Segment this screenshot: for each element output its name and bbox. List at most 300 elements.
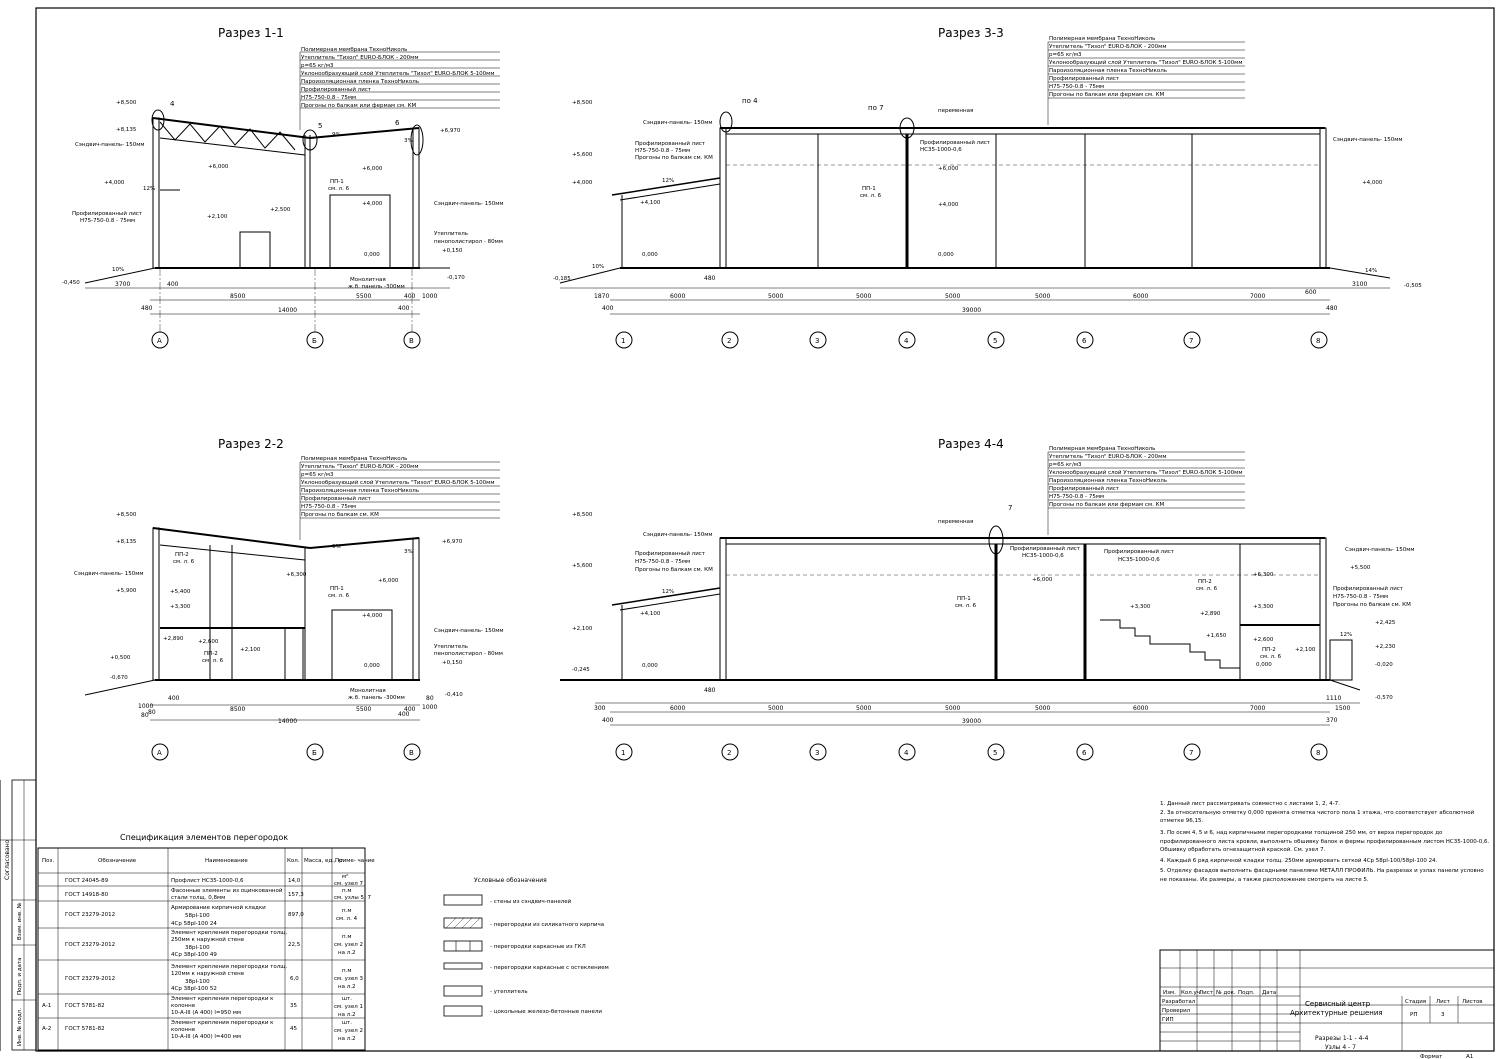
- dim-value: 6000: [1133, 293, 1149, 300]
- elevation-mark: 0,000: [364, 663, 380, 669]
- spec-header: Наименование: [205, 858, 248, 864]
- axis-label: 2: [727, 749, 732, 757]
- axis-label: Б: [312, 749, 317, 757]
- opening: [240, 232, 270, 268]
- legend-item: - цокольные железо-бетонные панели: [490, 1009, 602, 1015]
- spec-qty: 35: [290, 1003, 297, 1009]
- spec-note: на л.2: [338, 984, 356, 990]
- note-line: 2. За относительную отметку 0,000 принята отметка чистого пола 1 этажа, что соответствует абсолютной: [1160, 810, 1475, 816]
- dim-value: 6000: [670, 293, 686, 300]
- annotation: Н75-750-0.8 - 75мм: [635, 148, 691, 154]
- layer-text: р=65 кг/м3: [1049, 462, 1082, 468]
- elevation-mark: +2,600: [1253, 637, 1274, 643]
- layer-text: р=65 кг/м3: [1049, 52, 1082, 58]
- spec-name: 4Ср 38рI-100 49: [171, 952, 217, 958]
- ground-line: [85, 680, 155, 695]
- spec-pos: А-1: [42, 1003, 52, 1009]
- slope-mark: 14%: [1365, 268, 1378, 274]
- layer-text: Профилированный лист: [1049, 486, 1120, 492]
- elevation-mark: -0,170: [447, 275, 465, 281]
- note-line: отметке 96,15.: [1160, 818, 1204, 824]
- dim-value: 7000: [1250, 705, 1266, 712]
- annotation: Монолитная: [350, 688, 386, 694]
- elevation-mark: +5,500: [1350, 565, 1371, 571]
- spec-qty: 22,5: [288, 942, 301, 948]
- sheet-frame: [36, 8, 1494, 1051]
- layer-text: Полимерная мембрана ТехноНиколь: [301, 456, 408, 462]
- axis-label: 5: [993, 749, 998, 757]
- annotation: Профилированный лист: [72, 211, 143, 217]
- dim-value: 1500: [1335, 705, 1351, 712]
- annotation: переменная: [938, 519, 974, 525]
- spec-note: см. л. 4: [336, 916, 358, 922]
- spec-name: колонне: [171, 1003, 196, 1009]
- dim-value: 5000: [768, 705, 784, 712]
- elevation-mark: -0,670: [110, 675, 128, 681]
- wall-right: [413, 128, 419, 268]
- dim-value: 1110: [1326, 695, 1342, 702]
- annotation: см. л. 6: [202, 658, 224, 664]
- dim-value: 8500: [230, 706, 246, 713]
- annotation: Профилированный лист: [920, 140, 991, 146]
- elevation-mark: +2,500: [270, 207, 291, 213]
- elevation-mark: +2,425: [1375, 620, 1396, 626]
- section-1-1: [62, 26, 504, 348]
- elevation-mark: -0,570: [1375, 695, 1393, 701]
- sheet-subtitle: Узлы 4 - 7: [1325, 1044, 1356, 1051]
- elevation-mark: +4,100: [640, 200, 661, 206]
- spec-name: 10-А-III (А 400) l=400 мм: [171, 1034, 242, 1040]
- spec-name: стали толщ. 0,8мм: [171, 895, 226, 901]
- annotation: см. л. 6: [1196, 586, 1218, 592]
- legend-item: - перегородки каркасные с остеклением: [490, 965, 609, 971]
- layer-text: Н75-750-0.8 - 75мм: [301, 504, 357, 510]
- dim-value: 400: [602, 717, 614, 724]
- annotation: Утеплитель: [434, 644, 468, 650]
- general-notes: [1160, 800, 1489, 883]
- layer-text: Пароизоляционная пленка ТехноНиколь: [301, 79, 419, 85]
- axis-label: 4: [904, 337, 909, 345]
- spec-header: Обозначение: [98, 858, 137, 864]
- elevation-mark: +6,000: [378, 578, 399, 584]
- dim-value: 5000: [1035, 293, 1051, 300]
- elevation-mark: +5,900: [116, 588, 137, 594]
- annotation: Профилированный лист: [1104, 549, 1175, 555]
- dim-value: 80: [148, 709, 156, 716]
- elevation-mark: +0,150: [442, 660, 463, 666]
- dim-value: 5500: [356, 293, 372, 300]
- elevation-mark: +8,135: [116, 127, 137, 133]
- elevation-mark: +3,300: [170, 604, 191, 610]
- layer-text: Прогоны по балкам или фермам см. КМ: [1049, 92, 1165, 98]
- roof-line: [310, 538, 419, 548]
- elevation-mark: +6,300: [286, 572, 307, 578]
- axis-label: 1: [621, 337, 626, 345]
- layer-table: [300, 47, 500, 130]
- slope-mark: 12%: [143, 186, 156, 192]
- side-stamp-label: Согласовано: [4, 839, 11, 880]
- spec-doc: ГОСТ 23279-2012: [65, 942, 116, 948]
- dim-value: 3100: [1352, 281, 1368, 288]
- annotation: Н75-750-0.8 - 75мм: [80, 218, 136, 224]
- annotation: Профилированный лист: [1010, 546, 1081, 552]
- porch: [1330, 640, 1352, 680]
- layer-text: Уклонообразующий слой Утеплитель "Тизол" EURO-БЛОК 5-100мм: [1049, 60, 1243, 66]
- section-title: Разрез 1-1: [218, 26, 284, 40]
- slope-mark: 10%: [112, 267, 125, 273]
- dim-value: 5000: [1035, 705, 1051, 712]
- elevation-mark: +2,890: [1200, 611, 1221, 617]
- annotation: ПП-2: [204, 651, 218, 657]
- spec-note: см. узлы 5, 7: [334, 895, 371, 901]
- annotation: ПП-1: [957, 596, 971, 602]
- side-stamp-label: Инв. № подл.: [17, 1008, 23, 1046]
- dim-value: 300: [594, 705, 606, 712]
- spec-header: Кол.: [287, 858, 300, 864]
- wall-right: [413, 538, 419, 680]
- stage-label: Стадия: [1405, 999, 1427, 1005]
- dim-value: 400: [398, 711, 410, 718]
- dim-value: 5000: [856, 293, 872, 300]
- legend-swatch-brick: [444, 918, 482, 928]
- wall: [720, 128, 726, 268]
- spec-note: см. узел 2: [334, 942, 363, 948]
- elevation-mark: +4,000: [572, 180, 593, 186]
- callout-number: 7: [1008, 504, 1013, 512]
- door: [332, 610, 392, 680]
- annotation: Прогоны по балкам см. КМ: [635, 155, 713, 161]
- elevation-mark: -0,410: [445, 692, 463, 698]
- elevation-mark: +5,600: [572, 563, 593, 569]
- project-name: Сервисный центр: [1305, 1000, 1371, 1008]
- slope-mark: 12%: [662, 178, 675, 184]
- legend-swatch-gkl: [444, 941, 482, 951]
- section-title: Разрез 4-4: [938, 437, 1004, 451]
- layer-text: Полимерная мембрана ТехноНиколь: [1049, 36, 1156, 42]
- dim-value: 14000: [278, 718, 298, 725]
- annotation: Сэндвич-панель- 150мм: [1345, 547, 1415, 553]
- sheet-value: 3: [1441, 1012, 1445, 1018]
- layer-table: [1048, 36, 1245, 125]
- layer-text: Прогоны по балкам или фермам см. КМ: [301, 103, 417, 109]
- elevation-mark: +2,100: [572, 626, 593, 632]
- spec-title: Спецификация элементов перегородок: [120, 833, 289, 842]
- elevation-mark: +4,000: [1362, 180, 1383, 186]
- elevation-mark: +4,000: [362, 613, 383, 619]
- stamp-role: Разработал: [1162, 999, 1196, 1005]
- elevation-mark: +2,100: [207, 214, 228, 220]
- legend-title: Условные обозначения: [474, 877, 547, 884]
- layer-text: Профилированный лист: [301, 496, 372, 502]
- roof-line: [310, 128, 419, 138]
- annotation: пенополистирол - 80мм: [434, 651, 503, 657]
- elevation-mark: 0,000: [364, 252, 380, 258]
- dim-value: 400: [404, 293, 416, 300]
- annotation: см. л. 6: [173, 559, 195, 565]
- dim-value: 1000: [138, 703, 154, 710]
- axis-label: А: [157, 337, 162, 345]
- elevation-mark: -0,185: [553, 276, 571, 282]
- axis-label: 8: [1316, 337, 1321, 345]
- axis-row: [616, 332, 1327, 348]
- annotation: Сэндвич-панель- 150мм: [1333, 137, 1403, 143]
- slope-mark: 3%: [404, 549, 413, 555]
- elevation-mark: +4,000: [362, 201, 383, 207]
- elevation-mark: +0,150: [442, 248, 463, 254]
- spec-name: 38рI-100: [185, 945, 210, 951]
- spec-name: колонне: [171, 1027, 196, 1033]
- annotation: Утеплитель: [434, 231, 468, 237]
- elevation-mark: +6,000: [362, 166, 383, 172]
- layer-text: Полимерная мембрана ТехноНиколь: [1049, 446, 1156, 452]
- legend-swatch-sandwich: [444, 895, 482, 905]
- slope-mark: 12%: [1340, 632, 1353, 638]
- stamp-col-label: № док.: [1216, 990, 1236, 996]
- stair: [1100, 620, 1240, 668]
- spec-name: Профлист НС35-1000-0,6: [171, 878, 244, 884]
- section-title: Разрез 3-3: [938, 26, 1004, 40]
- annotation: Сэндвич-панель- 150мм: [434, 201, 504, 207]
- spec-note: шт.: [342, 996, 352, 1002]
- elevation-mark: +0,500: [110, 655, 131, 661]
- spec-note: п.м: [342, 934, 352, 940]
- slope-mark: 9%: [332, 132, 341, 138]
- side-stamp-label: Подп. и дата: [17, 957, 23, 995]
- note-line: Обшивку обработать огнезащитной краской. См. узел 7.: [1160, 847, 1326, 853]
- project-section: Архитектурные решения: [1290, 1009, 1383, 1017]
- elevation-mark: +2,890: [163, 636, 184, 642]
- dim-value: 1000: [422, 704, 438, 711]
- note-line: 1. Данный лист рассматривать совместно с листами 1, 2, 4-7.: [1160, 801, 1340, 807]
- elevation-mark: +2,600: [198, 639, 219, 645]
- annotation: ПП-1: [330, 179, 344, 185]
- elevation-mark: +6,970: [442, 539, 463, 545]
- axis-label: В: [409, 749, 414, 757]
- annotation: Прогоны по балкам см. КМ: [635, 567, 713, 573]
- axis-label: 6: [1082, 337, 1087, 345]
- annotation: Сэндвич-панель- 150мм: [75, 142, 145, 148]
- spec-header: Приме- чание: [335, 858, 375, 864]
- spec-note: п.м: [342, 908, 352, 914]
- format-value: А1: [1466, 1054, 1474, 1059]
- stair: [285, 628, 303, 680]
- dim-value: 400: [404, 706, 416, 713]
- dim-value: 6000: [1133, 705, 1149, 712]
- spec-note: м²: [342, 874, 349, 880]
- elevation-mark: +6,000: [208, 164, 229, 170]
- spec-doc: ГОСТ 23279-2012: [65, 912, 116, 918]
- elevation-mark: +6,970: [440, 128, 461, 134]
- annotation: ПП-2: [175, 552, 189, 558]
- annotation: ПП-1: [862, 186, 876, 192]
- note-line: не показаны. Их размеры, а также расположение смотреть на листе 5.: [1160, 877, 1369, 883]
- spec-note: на л.2: [338, 1036, 356, 1042]
- annotation: НС35-1000-0,6: [1022, 553, 1064, 559]
- dim-value: 5000: [945, 705, 961, 712]
- note-line: 4. Каждый 6 ряд кирпичной кладки толщ. 250мм армировать сеткой 4Ср 58рI-100/58рI-100 24.: [1160, 858, 1438, 864]
- annotation: ж.б. панель -300мм: [348, 284, 405, 290]
- axis-label: 4: [904, 749, 909, 757]
- spec-name: 4Ср 58рI-100 24: [171, 921, 217, 927]
- wall-left: [153, 528, 159, 680]
- layer-text: Утеплитель "Тизол" EURO-БЛОК - 200мм: [1049, 44, 1167, 50]
- spec-note: см. узел 2: [334, 1028, 363, 1034]
- annotation: ПП-2: [1262, 647, 1276, 653]
- layer-text: Уклонообразующий слой Утеплитель "Тизол" EURO-БЛОК 5-100мм: [1049, 470, 1243, 476]
- stamp-role: ГИП: [1162, 1017, 1174, 1023]
- spec-note: п.м: [342, 888, 352, 894]
- axis-label: 6: [1082, 749, 1087, 757]
- annotation: Профилированный лист: [635, 551, 706, 557]
- axis-label: 7: [1189, 749, 1194, 757]
- stamp-col-label: Кол.уч.: [1181, 990, 1202, 996]
- annotation: см. л. 6: [328, 593, 350, 599]
- dim-value: 400: [167, 281, 179, 288]
- slope-mark: 3%: [404, 138, 413, 144]
- spec-name: 10-А-III (А 400) l=950 мм: [171, 1010, 242, 1016]
- layer-text: р=65 кг/м3: [301, 472, 334, 478]
- layer-text: Профилированный лист: [301, 87, 372, 93]
- layer-text: Утеплитель "Тизол" EURO-БЛОК - 200мм: [301, 464, 419, 470]
- dim-value: 80: [426, 695, 434, 702]
- spec-name: Фасонные элементы из оцинкованной: [171, 888, 283, 894]
- dim-value: 480: [704, 275, 716, 282]
- elevation-mark: -0,020: [1375, 662, 1393, 668]
- legend-swatch-glazed: [444, 963, 482, 969]
- slope-mark: 12%: [662, 589, 675, 595]
- side-stamp: [0, 780, 36, 1050]
- elevation-mark: -0,245: [572, 667, 590, 673]
- sheet-label: Лист: [1436, 999, 1450, 1005]
- section-title: Разрез 2-2: [218, 437, 284, 451]
- elevation-mark: +2,100: [240, 647, 261, 653]
- elevation-mark: +8,500: [572, 100, 593, 106]
- annotation: Монолитная: [350, 277, 386, 283]
- slope-mark: 9%: [332, 544, 341, 550]
- layer-table: [1048, 446, 1245, 535]
- spec-name: 38рI-100: [185, 979, 210, 985]
- note-line: 5. Отделку фасадов выполнить фасадными панелями МЕТАЛЛ ПРОФИЛЬ. На разрезах и узлах панели условно: [1160, 868, 1484, 874]
- dim-value: 39000: [962, 307, 982, 314]
- wall: [1320, 128, 1326, 268]
- annotation: переменная: [938, 108, 974, 114]
- spec-doc: ГОСТ 5781-82: [65, 1003, 105, 1009]
- elevation-mark: +4,100: [640, 611, 661, 617]
- annotation: Профилированный лист: [635, 141, 706, 147]
- elevation-mark: +5,400: [170, 589, 191, 595]
- roof-line: [153, 118, 310, 138]
- elevation-mark: +8,500: [116, 100, 137, 106]
- spec-note: на л.2: [338, 1012, 356, 1018]
- format-label: Формат: [1420, 1054, 1443, 1059]
- sheet-title: Разрезы 1-1 - 4-4: [1315, 1035, 1369, 1042]
- layer-text: Пароизоляционная пленка ТехноНиколь: [1049, 478, 1167, 484]
- elevation-mark: +3,300: [1253, 604, 1274, 610]
- annotation: Сэндвич-панель- 150мм: [434, 628, 504, 634]
- spec-name: Элемент крепления перегородки толщ.: [171, 930, 288, 936]
- elevation-mark: 0,000: [642, 663, 658, 669]
- spec-qty: 45: [290, 1026, 297, 1032]
- layer-text: Н75-750-0.8 - 75мм: [301, 95, 357, 101]
- annotation: НС35-1000-0,6: [920, 147, 962, 153]
- slope-mark: 10%: [592, 264, 605, 270]
- wall: [1320, 538, 1326, 680]
- section-3-3: [553, 26, 1422, 348]
- spec-name: 120мм к наружной стене: [171, 971, 245, 977]
- layer-text: Пароизоляционная пленка ТехноНиколь: [301, 488, 419, 494]
- axis-label: 3: [815, 749, 820, 757]
- spec-name: Элемент крепления перегородки толщ.: [171, 964, 288, 970]
- stamp-role: Проверил: [1162, 1008, 1191, 1014]
- spec-qty: 897,0: [288, 912, 304, 918]
- dim-value: 6000: [670, 705, 686, 712]
- layer-text: Утеплитель "Тизол" EURO-БЛОК - 200мм: [1049, 454, 1167, 460]
- axis-label: 2: [727, 337, 732, 345]
- layer-text: Н75-750-0.8 - 75мм: [1049, 494, 1105, 500]
- layer-text: Прогоны по балкам см. КМ: [301, 512, 379, 518]
- layer-text: Н75-750-0.8 - 75мм: [1049, 84, 1105, 90]
- spec-doc: ГОСТ 5781-82: [65, 1026, 105, 1032]
- elevation-mark: +1,650: [1206, 633, 1227, 639]
- annotation: ПП-1: [330, 586, 344, 592]
- axis-label: 8: [1316, 749, 1321, 757]
- title-block: [1160, 950, 1494, 1059]
- callout-number: 5: [318, 122, 323, 130]
- annotation: Сэндвич-панель- 150мм: [74, 571, 144, 577]
- stage-value: РП: [1410, 1012, 1418, 1018]
- section-2-2: [74, 437, 504, 760]
- spec-qty: 14,0: [288, 878, 301, 884]
- axis-label: 3: [815, 337, 820, 345]
- dim-value: 400: [398, 305, 410, 312]
- dim-value: 7000: [1250, 293, 1266, 300]
- legend-item: - стены из сэндвич-панелей: [490, 899, 572, 905]
- legend-item: - утеплитель: [490, 989, 528, 995]
- annotation: пенополистирол - 80мм: [434, 239, 503, 245]
- stamp-col-label: Подп.: [1238, 990, 1255, 996]
- spec-note: п.м: [342, 968, 352, 974]
- ground-line: [1330, 268, 1390, 278]
- spec-name: Элемент крепления перегородки к: [171, 996, 274, 1002]
- annotation: Сэндвич-панель- 150мм: [643, 532, 713, 538]
- elevation-mark: +6,000: [1032, 577, 1053, 583]
- spec-name: 58рI-100: [185, 913, 210, 919]
- dim-value: 400: [602, 305, 614, 312]
- elevation-mark: -0,505: [1404, 283, 1422, 289]
- elevation-mark: +6,000: [938, 166, 959, 172]
- spec-name: Армирование кирпичной кладки: [171, 905, 266, 911]
- dim-value: 5000: [768, 293, 784, 300]
- axis-label: А: [157, 749, 162, 757]
- dim-value: 14000: [278, 307, 298, 314]
- elevation-mark: +2,230: [1375, 644, 1396, 650]
- sheets-label: Листов: [1462, 999, 1483, 1005]
- section-4-4: [560, 437, 1415, 760]
- legend-item: - перегородки каркасные из ГКЛ: [490, 944, 586, 950]
- specification-table: [38, 833, 375, 1050]
- layer-text: Прогоны по балкам или фермам см. КМ: [1049, 502, 1165, 508]
- annotation: по 4: [742, 97, 758, 105]
- annotation: Сэндвич-панель- 150мм: [643, 120, 713, 126]
- layer-text: Полимерная мембрана ТехноНиколь: [301, 47, 408, 53]
- legend-swatch-insulation: [444, 986, 482, 996]
- spec-qty: 6,0: [290, 976, 299, 982]
- dim-value: 480: [1326, 305, 1338, 312]
- legend: [444, 877, 609, 1016]
- elevation-mark: +3,300: [1130, 604, 1151, 610]
- spec-doc: ГОСТ 24045-89: [65, 878, 109, 884]
- axis-label: Б: [312, 337, 317, 345]
